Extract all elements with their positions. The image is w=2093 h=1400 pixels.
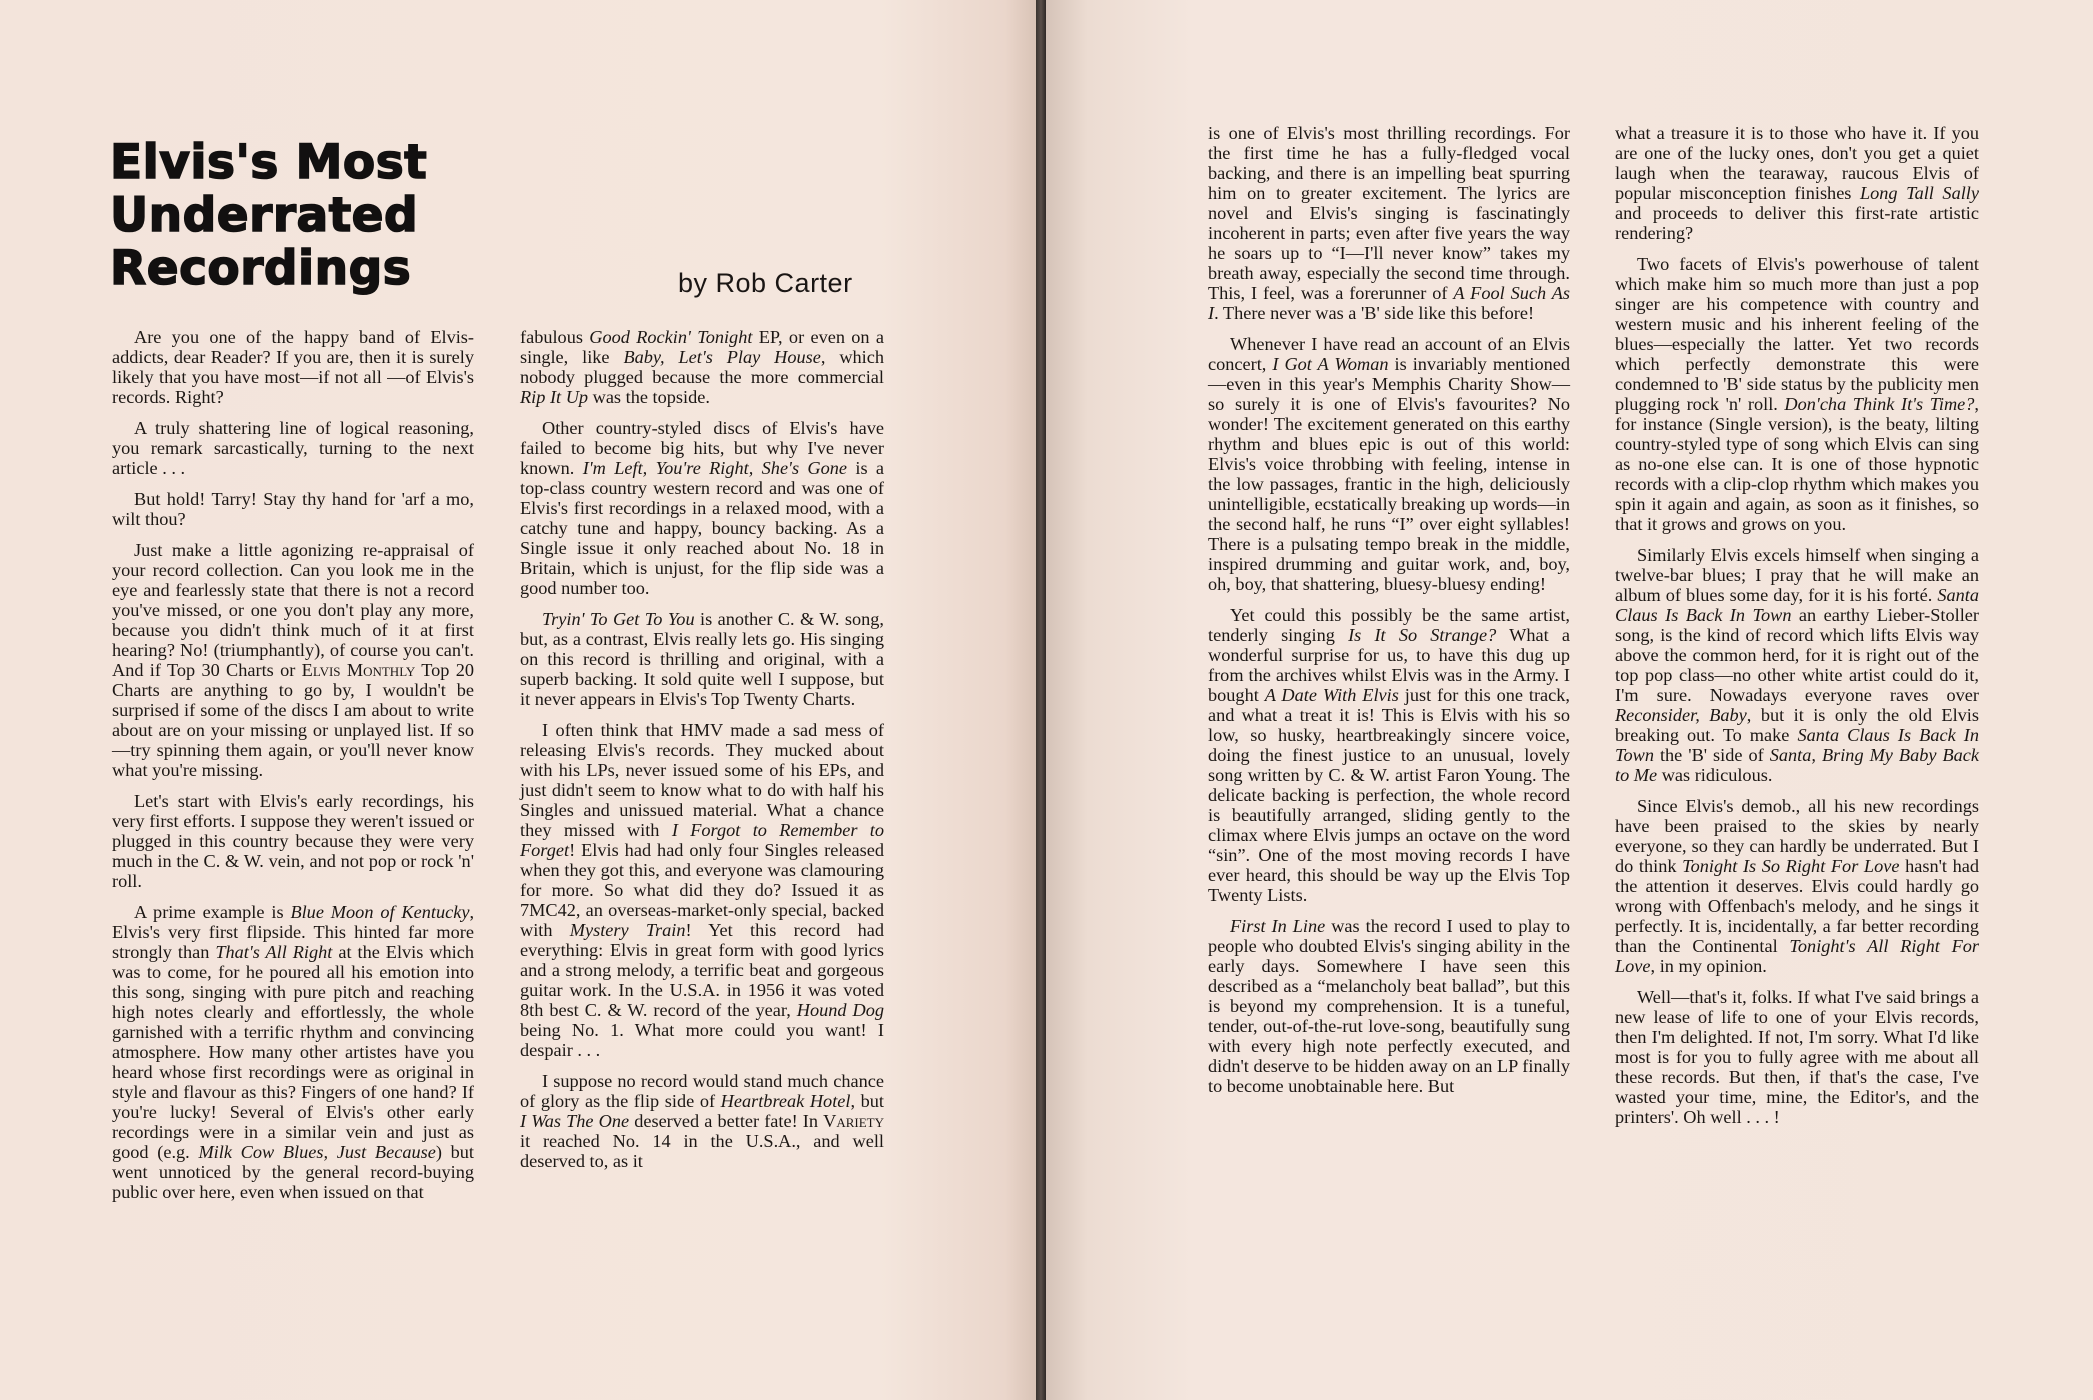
paragraph	[520, 609, 884, 709]
paragraph	[1615, 987, 1979, 1127]
record-title-text: Long Tall Sally	[1859, 183, 1979, 203]
paragraph	[520, 418, 884, 598]
text-run: Well—that's it, folks. If what I've said brings a new lease of life to one of your Elvis records, then I'm delighted. If not, I'm sorry. What I'd like most is for you to fully agree with me about all these records. But then, if that's the case, I've wasted your time, mine, the Editor's, and the printers'. Oh well . . . !	[1615, 987, 1979, 1127]
paragraph	[1615, 796, 1979, 976]
paragraph	[1208, 123, 1570, 323]
text-run: I often think that HMV made a sad mess of releasing Elvis's records. They mucked about with his LPs, never issued some of his EPs, and just didn't seem to know what to do with half his Singles and unissued material. What a chance they missed with	[520, 720, 884, 840]
book-gutter	[1036, 0, 1046, 1400]
text-run: Let's start with Elvis's early recordings, his very first efforts. I suppose they weren't issued or plugged in this country because they were very much in the C. & W. vein, and not pop or rock 'n' roll.	[112, 791, 474, 891]
text-run: Yet could this possibly be the same artist, tenderly singing	[1208, 605, 1570, 645]
paragraph	[1615, 254, 1979, 534]
paragraph	[1615, 545, 1979, 785]
paragraph	[112, 540, 474, 780]
text-run: A prime example is	[134, 902, 291, 922]
paragraph	[520, 1071, 884, 1171]
record-title-text: A Fool Such As I	[1208, 283, 1570, 323]
record-title-text: That's All Right	[215, 942, 333, 962]
record-title-text: I'm Left, You're Right, She's Gone	[582, 458, 848, 478]
article-title: Elvis's Most Underrated Recordings	[110, 135, 428, 296]
paragraph	[112, 489, 474, 529]
record-title-text: A Date With Elvis	[1264, 685, 1399, 705]
record-title-text: Heartbreak Hotel	[720, 1091, 851, 1111]
record-title-text: Tonight's All Right For Love	[1615, 936, 1979, 976]
text-run: what a treasure it is to those who have it. If you are one of the lucky ones, don't you get a quiet laugh when the tearaway, raucous Elvis of popular misconception finishes	[1615, 123, 1979, 203]
paragraph	[112, 418, 474, 478]
text-run: ! Elvis had had only four Singles released when they got this, and everyone was clamouring for more. So what did they do? Issued it as 7MC42, an overseas-market-only special, backed with	[520, 840, 884, 940]
record-title-text: Tryin' To Get To You	[542, 609, 695, 629]
record-title-text: Good Rockin' Tonight	[589, 327, 753, 347]
text-run: A truly shattering line of logical reasoning, you remark sarcastically, turning to the next article . . .	[112, 418, 474, 478]
text-run: the 'B' side of	[1653, 745, 1770, 765]
text-run: , in my opinion.	[1650, 956, 1767, 976]
text-run: and proceeds to deliver this first-rate artistic rendering?	[1615, 203, 1979, 243]
text-run: is invariably mentioned—even in this year's Memphis Charity Show—so surely it is one of Elvis's favourites? No wonder! The excitement generated on this earthy rhythm and blues epic is out of this world: Elvis's voice throbbing with feeling, intense in the low passages, frantic in the high, deliciously unintelligible, ecstatically breaking up words—in the second half, he runs “I” over eight syllables! There is a pulsating tempo break in the middle, inspired drumming and guitar work, and, boy, oh, boy, that shattering, bluesy-bluesy ending!	[1208, 354, 1570, 594]
text-run: hasn't had the attention it deserves. Elvis could hardly go wrong with Offenbach's melody, and he sings it perfectly. It is, incidentally, a far better recording than the Continental	[1615, 856, 1980, 956]
text-run: was ridiculous.	[1657, 765, 1773, 785]
text-run: Since Elvis's demob., all his new recordings have been praised to the skies by nearly everyone, so they can hardly be underrated. But I do think	[1615, 796, 1979, 876]
text-run: But hold! Tarry! Stay thy hand for 'arf a mo, wilt thou?	[112, 489, 474, 529]
text-run: an earthy Lieber-Stoller song, is the kind of record which lifts Elvis way above the common herd, for it is right out of the top pop class—no other white artist could do it, I'm sure. Nowadays everyone raves over	[1615, 605, 1979, 705]
paragraph	[520, 327, 884, 407]
text-run: at the Elvis which was to come, for he poured all his emotion into this song, singing with pure pitch and reaching high notes clearly and effortlessly, the whole garnished with a terrific rhythm and convincing atmosphere. How many other artistes have you heard whose first recordings were as original in style and flavour as this? Fingers of one hand? If you're lucky! Several of Elvis's other early recordings were in a similar vein and just as good (e.g.	[112, 942, 474, 1162]
text-column-1	[112, 327, 474, 1213]
text-run: ) but went unnoticed by the general record-buying public over here, even when issued on that	[112, 1142, 474, 1202]
text-run: Two facets of Elvis's powerhouse of talent which make him so much more than just a pop singer are his competence with country and western music and his inherent feeling of the blues—especially the latter. Yet two records which perfectly demonstrate this were condemned to 'B' side status by the publicity men plugging rock 'n' roll.	[1615, 254, 1979, 414]
text-run: ! Yet this record had everything: Elvis in great form with good lyrics and a strong melody, a terrific beat and gorgeous guitar work. In the U.S.A. in 1956 it was voted 8th best C. & W. record of the year,	[520, 920, 884, 1020]
paragraph	[1615, 123, 1979, 243]
text-run: deserved a better fate! In	[629, 1111, 824, 1131]
text-run: was the record I used to play to people who doubted Elvis's singing ability in the early days. Somewhere I have seen this described as a “melancholy beat ballad”, but this is beyond my comprehension. It is a tuneful, tender, out-of-the-rut love-song, beautifully sung with every high note perfectly executed, and didn't deserve to be hidden away on an LP finally to become unobtainable here. But	[1208, 916, 1570, 1096]
text-run: , but	[850, 1091, 884, 1111]
text-run: I suppose no record would stand much chance of glory as the flip side of	[520, 1071, 884, 1111]
record-title-text: I Forgot to Remember to Forget	[520, 820, 885, 860]
publication-name-text: Variety	[823, 1111, 884, 1131]
text-run: is one of Elvis's most thrilling recordings. For the first time he has a fully-fledged vocal backing, and there is an impelling beat spurring him on to greater excitement. The lyrics are novel and Elvis's singing is fascinatingly incoherent in parts; even after five years the way he soars up to “I—I'll never know” takes my breath away, especially the second time through. This, I feel, was a forerunner of	[1208, 123, 1570, 303]
text-run: being No. 1. What more could you want! I despair . . .	[520, 1020, 884, 1060]
record-title-text: Tonight Is So Right For Love	[1682, 856, 1900, 876]
text-run: What a wonderful surprise for us, to have this dug up from the archives whilst Elvis was in the Army. I bought	[1208, 625, 1571, 705]
text-run: , but it is only the old Elvis breaking out. To make	[1615, 705, 1979, 745]
record-title-text: Blue Moon of Kentucky	[290, 902, 470, 922]
paragraph	[1208, 605, 1570, 905]
paragraph	[520, 720, 884, 1060]
paragraph	[1208, 916, 1570, 1096]
text-run: Top 20 Charts are anything to go by, I wouldn't be surprised if some of the discs I am about to write about are on your missing or unplayed list. If so—try spinning them again, or you'll never know what you're missing.	[112, 660, 474, 780]
record-title-text: Reconsider, Baby	[1615, 705, 1747, 725]
record-title-text: I Was The One	[520, 1111, 630, 1131]
paragraph	[1208, 334, 1570, 594]
text-column-3	[1208, 123, 1570, 1107]
text-column-2	[520, 327, 884, 1182]
text-run: EP, or even on a single, like	[520, 327, 885, 367]
record-title-text: Is It So Strange?	[1348, 625, 1497, 645]
record-title-text: First In Line	[1230, 916, 1326, 936]
paragraph	[112, 902, 474, 1202]
record-title-text: Santa Claus Is Back In Town	[1615, 585, 1979, 625]
record-title-text: I Got A Woman	[1272, 354, 1389, 374]
text-run: Other country-styled discs of Elvis's have failed to become big hits, but why I've never known.	[520, 418, 884, 478]
text-run: is another C. & W. song, but, as a contrast, Elvis really lets go. His singing on this record is thrilling and original, with a superb backing. It sold quite well I suppose, but it never appears in Elvis's Top Twenty Charts.	[520, 609, 884, 709]
text-run: Are you one of the happy band of Elvis-addicts, dear Reader? If you are, then it is surely likely that you have most—if not all —of Elvis's records. Right?	[112, 327, 474, 407]
text-run: was the topside.	[588, 387, 710, 407]
record-title-text: Santa Claus Is Back In Town	[1615, 725, 1979, 765]
record-title-text: Baby, Let's Play House	[623, 347, 821, 367]
text-run: , which nobody plugged because the more commercial	[520, 347, 884, 387]
text-run: just for this one track, and what a treat it is! This is Elvis with his so low, so husky, heartbreakingly sincere voice, doing the finest justice to an unusual, lovely song written by C. & W. artist Faron Young. The delicate backing is perfection, the whole record is beautifully arranged, sliding gently to the climax where Elvis jumps an octave on the word “sin”. One of the most moving records I have ever heard, this should be way up the Elvis Top Twenty Lists.	[1208, 685, 1570, 905]
text-run: . There never was a 'B' side like this before!	[1214, 303, 1535, 323]
record-title-text: Santa, Bring My Baby Back to Me	[1615, 745, 1979, 785]
text-run: fabulous	[520, 327, 590, 347]
text-run: it reached No. 14 in the U.S.A., and well deserved to, as it	[520, 1131, 884, 1171]
publication-name-text: Elvis Monthly	[301, 660, 416, 680]
paragraph	[112, 327, 474, 407]
text-run: , Elvis's very first flipside. This hinted far more strongly than	[112, 902, 475, 962]
record-title-text: Don'cha Think It's Time?	[1784, 394, 1975, 414]
text-run: Just make a little agonizing re-appraisal of your record collection. Can you look me in the eye and fearlessly state that there is not a record you've missed, or one you don't play any more, because you didn't think much of it at first hearing? No! (triumphantly), of course you can't. And if Top 30 Charts or	[112, 540, 474, 680]
text-run: , for instance (Single version), is the beaty, lilting country-styled type of song which Elvis can sing as no-one else can. It is one of those hypnotic records with a clip-clop rhythm which makes you spin it again and again, as soon as it finishes, so that it grows and grows on you.	[1615, 394, 1979, 534]
paragraph	[112, 791, 474, 891]
record-title-text: Rip It Up	[520, 387, 589, 407]
text-column-4	[1615, 123, 1979, 1138]
byline: by Rob Carter	[678, 268, 853, 298]
text-run: Whenever I have read an account of an Elvis concert,	[1208, 334, 1570, 374]
text-run: Similarly Elvis excels himself when singing a twelve-bar blues; I pray that he will make an album of blues some day, for it is his forté.	[1615, 545, 1979, 605]
record-title-text: Milk Cow Blues, Just Because	[198, 1142, 436, 1162]
record-title-text: Mystery Train	[569, 920, 686, 940]
record-title-text: Hound Dog	[796, 1000, 884, 1020]
text-run: is a top-class country western record and was one of Elvis's first recordings in a relaxed mood, with a catchy tune and happy, bouncy backing. As a Single issue it only reached about No. 18 in Britain, which is unjust, for the flip side was a good number too.	[520, 458, 885, 598]
